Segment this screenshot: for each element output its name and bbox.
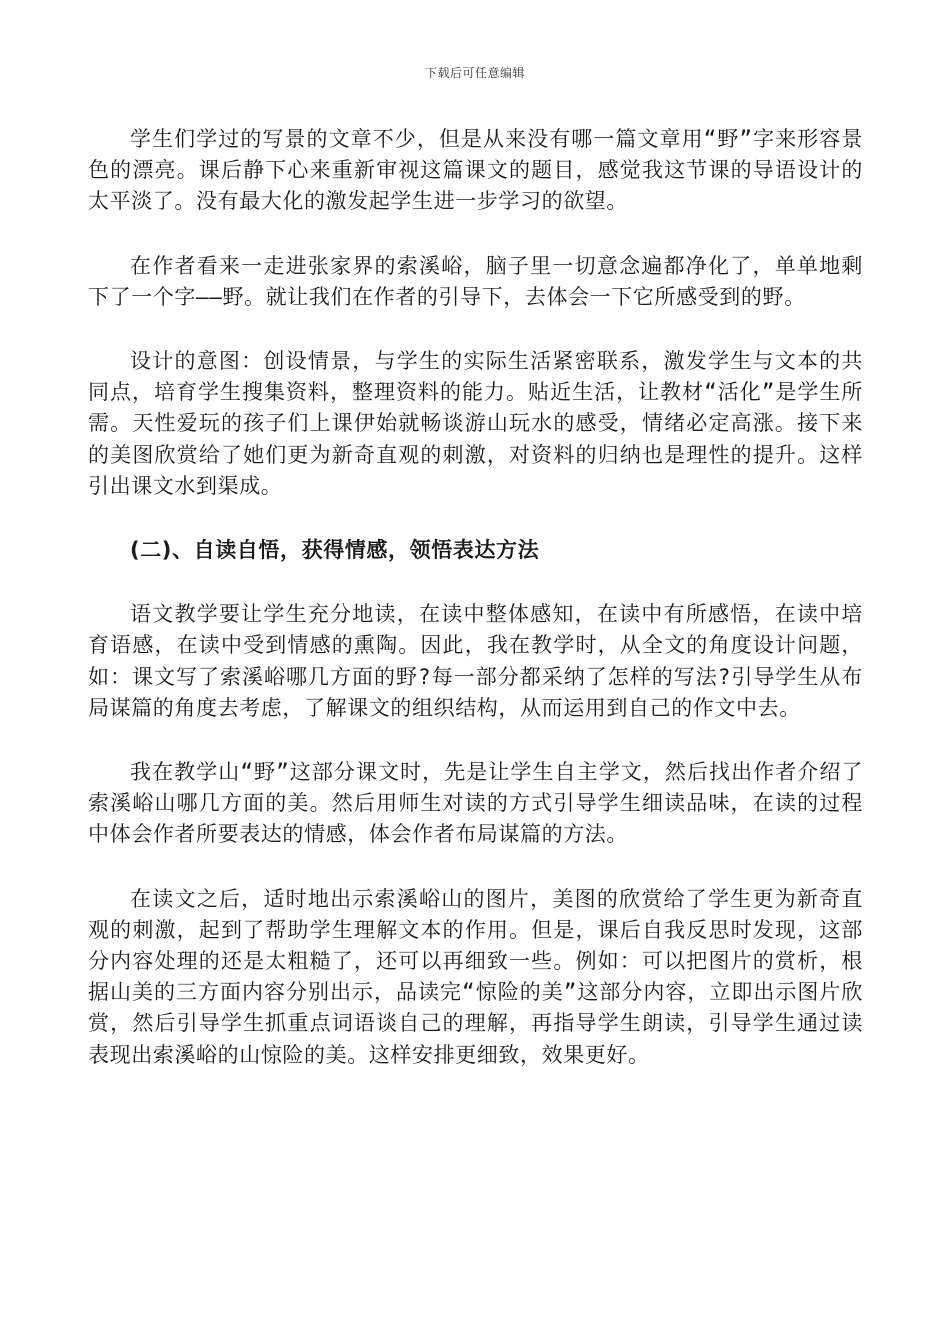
page-header: 下载后可任意编辑 [424, 66, 525, 80]
paragraph: 设计的意图：创设情景，与学生的实际生活紧密联系，激发学生与文本的共同点，培育学生搜集资料，整理资料的能力。贴近生活，让教材“活化”是学生所需。天性爱玩的孩子们上课伊始就畅谈游山玩水的感受，情绪必定高涨。接下来的美图欣赏给了她们更为新奇直观的刺激，对资料的归纳也是理性的提升。这样引出课文水到渠成。 [88, 349, 863, 498]
paragraph: 我在教学山“野”这部分课文时，先是让学生自主学文，然后找出作者介绍了索溪峪山哪几方面的美。然后用师生对读的方式引导学生细读品味，在读的过程中体会作者所要表达的情感，体会作者布局谋篇的方法。 [88, 760, 863, 847]
document-body [88, 124, 863, 1104]
paragraph: 在作者看来一走进张家界的索溪峪，脑子里一切意念遍都净化了，单单地剩下了一个字——野。就让我们在作者的引导下，去体会一下它所感受到的野。 [88, 253, 863, 309]
section-heading: (二)、自读自悟，获得情感，领悟表达方法 [130, 538, 540, 563]
paragraph: 在读文之后，适时地出示索溪峪山的图片，美图的欣赏给了学生更为新奇直观的刺激，起到了帮助学生理解文本的作用。但是，课后自我反思时发现，这部分内容处理的还是太粗糙了，还可以再细致一些。例如：可以把图片的赏析，根据山美的三方面内容分别出示，品读完“惊险的美”这部分内容，立即出示图片欣赏，然后引导学生抓重点词语谈自己的理解，再指导学生朗读，引导学生通过读表现出索溪峪的山惊险的美。这样安排更细致，效果更好。 [88, 886, 863, 1067]
paragraph: 学生们学过的写景的文章不少，但是从来没有哪一篇文章用“野”字来形容景色的漂亮。课后静下心来重新审视这篇课文的题目，感觉我这节课的导语设计的太平淡了。没有最大化的激发起学生进一步学习的欲望。 [88, 127, 863, 214]
paragraph: 语文教学要让学生充分地读，在读中整体感知，在读中有所感悟，在读中培育语感，在读中受到情感的熏陶。因此，我在教学时，从全文的角度设计问题，如：课文写了索溪峪哪几方面的野?每一部分都采纳了怎样的写法?引导学生从布局谋篇的角度去考虑，了解课文的组织结构，从而运用到自己的作文中去。 [88, 602, 863, 720]
